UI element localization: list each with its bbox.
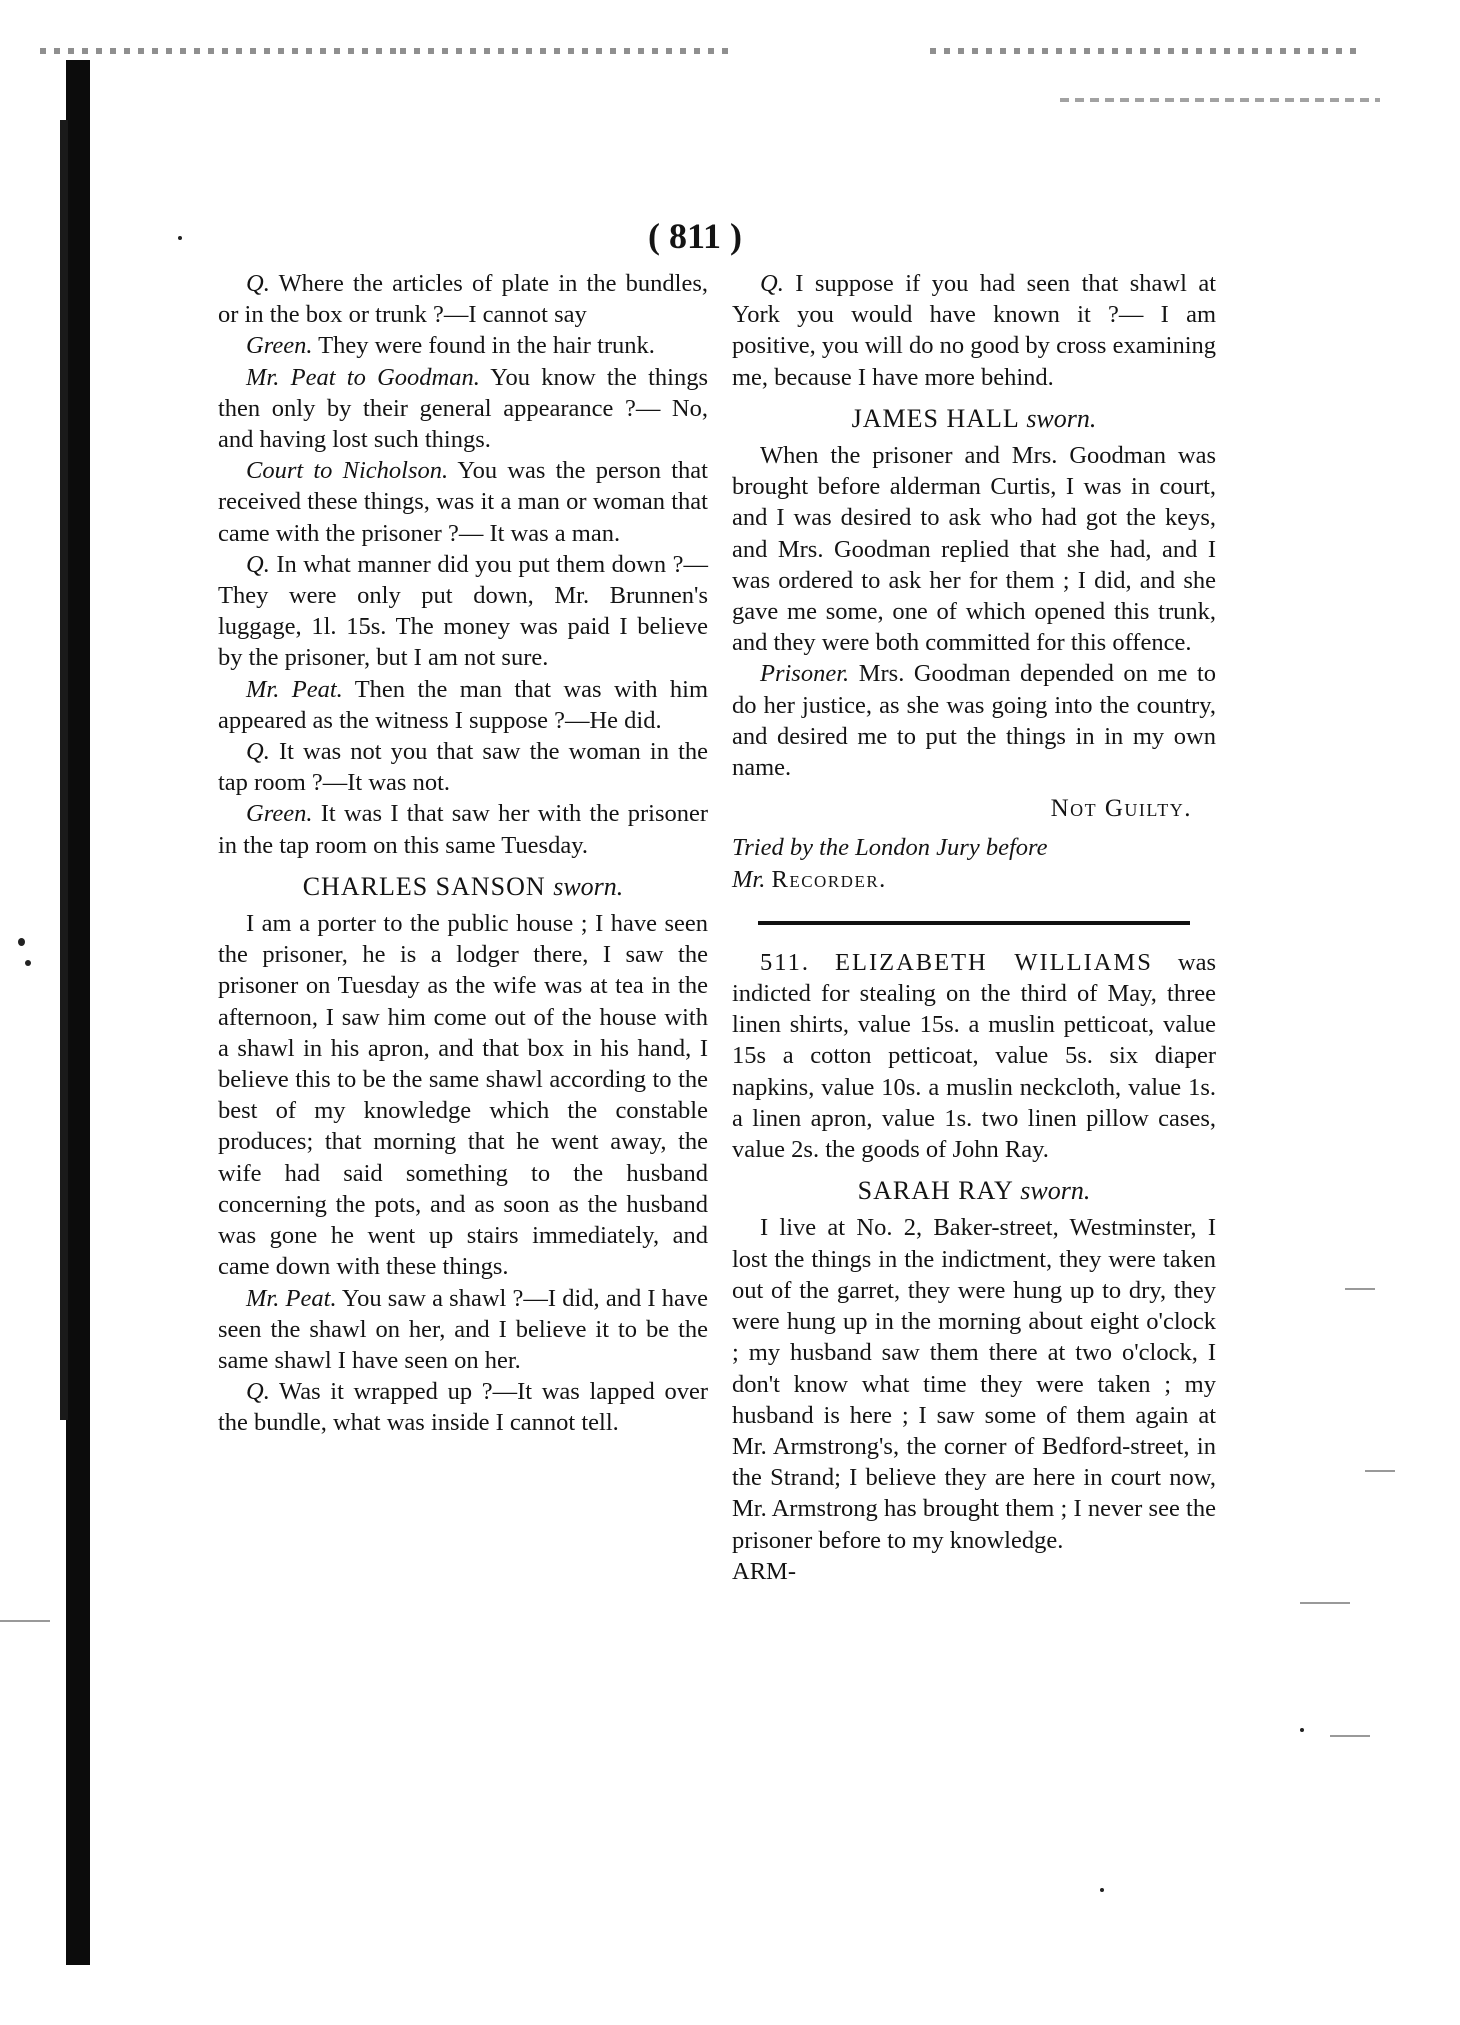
testimony-text: Mrs. Goodman depended on me to do her justice, as she was going into the country, and desired me to put the things in in my own name.: [732, 660, 1217, 782]
scan-speck: [25, 960, 31, 966]
page-number: ( 811 ): [648, 216, 742, 256]
testimony-paragraph: [218, 798, 708, 860]
testimony-paragraph: [218, 674, 708, 736]
testimony-text: You was the person that received these things, was it a man or woman that came with the prisoner ?— It was a man.: [218, 457, 708, 547]
case-number: 511.: [760, 948, 810, 976]
testimony-text: Then the man that was with him appeared as the witness I suppose ?—He did.: [218, 675, 709, 734]
speaker-label: Mr. Peat.: [246, 1284, 337, 1312]
speaker-label: Q.: [246, 1378, 270, 1406]
speaker-label: Court to Nicholson.: [246, 457, 449, 485]
testimony-text: It was not you that saw the woman in the tap room ?—It was not.: [218, 738, 709, 797]
speaker-label: Mr. Peat to Goodman.: [246, 363, 480, 391]
witness-name: CHARLES SANSON: [302, 871, 546, 901]
witness-heading: [732, 403, 1216, 434]
scan-edge-shadow: [60, 120, 68, 1420]
left-column: [218, 268, 708, 1439]
testimony-text: They were found in the hair trunk.: [318, 332, 655, 360]
testimony-paragraph: [732, 1212, 1216, 1555]
scan-noise-top-right: [930, 48, 1360, 54]
testimony-text: It was I that saw her with the prisoner in the tap room on this same Tuesday.: [218, 800, 709, 859]
tried-before-prefix: Mr.: [732, 865, 766, 893]
tried-by-line: Tried by the London Jury before: [732, 834, 1048, 862]
scan-mark: [1300, 1602, 1350, 1604]
scan-edge-bar: [66, 60, 90, 1965]
verdict: Not Guilty.: [1050, 795, 1192, 823]
speaker-label: Q.: [246, 270, 270, 297]
speaker-label: Q.: [246, 738, 270, 766]
testimony-paragraph: [218, 908, 708, 1282]
testimony-text: Where the articles of plate in the bundles, or in the box or trunk ?—I cannot say: [218, 270, 708, 329]
defendant-name: ELIZABETH WILLIAMS: [835, 948, 1153, 976]
scan-speck: [1100, 1888, 1104, 1892]
witness-name: JAMES HALL: [851, 403, 1019, 433]
right-column: [732, 268, 1216, 1587]
testimony-paragraph: [218, 455, 708, 549]
scan-speck: [1300, 1728, 1304, 1732]
tried-before-name: Recorder.: [771, 865, 887, 893]
case-paragraph: [732, 947, 1216, 1165]
scan-mark: [0, 1620, 50, 1622]
scan-mark: [1345, 1288, 1375, 1290]
speaker-label: Q.: [246, 550, 270, 578]
scan-noise-top-left: [40, 48, 400, 54]
speaker-label: Green.: [246, 332, 313, 360]
testimony-text: When the prisoner and Mrs. Goodman was brought before alderman Curtis, I was in court, and I was desired to ask who had got the keys, and Mrs. Goodman replied that she had, and I was ordered to ask her for them ; I did, and she gave me some, one of which opened this trunk, and they were both committed for this offence.: [732, 442, 1216, 657]
testimony-paragraph: [218, 362, 708, 456]
indictment-text: was indicted for stealing on the third of May, three linen shirts, value 15s. a muslin petticoat, value 15s a cotton petticoat, value 5s. six diaper napkins, value 10s. a muslin neckcloth, value 1s. a linen apron, value 1s. two linen pillow cases, value 2s. the goods of John Ray.: [732, 948, 1217, 1164]
testimony-text: I live at No. 2, Baker-street, Westminster, I lost the things in the indictment, they were taken out of the garret, they were hung up to dry, they were hung up in the morning about eight o'clock ; my husband saw them there at two o'clock, I don't know what time they were taken ; my husband is here ; I saw some of them again at Mr. Armstrong's, the corner of Bedford-street, in the Strand; I believe they are here in court now, Mr. Armstrong has brought them ; I never see the prisoner before to my knowledge.: [732, 1214, 1216, 1554]
speaker-label: Green.: [246, 800, 313, 828]
testimony-text: In what manner did you put them down ?— They were only put down, Mr. Brunnen's luggage, 1l. 15s. The money was paid I believe by the prisoner, but I am not sure.: [218, 550, 708, 672]
testimony-paragraph: [218, 268, 708, 330]
sworn-label: sworn.: [1026, 403, 1097, 433]
testimony-paragraph: [218, 1376, 708, 1438]
scan-noise-top-right-2: [1060, 98, 1380, 102]
testimony-text: You know the things then only by their general appearance ?— No, and having lost such things.: [218, 363, 709, 454]
testimony-paragraph: [732, 268, 1216, 393]
testimony-text: I am a porter to the public house ; I have seen the prisoner, he is a lodger there, I saw the prisoner on Tuesday as the wife was at tea in the afternoon, I saw him come out of the house with a shawl in his apron, and that box in his hand, I believe this to be the same shawl according to the best of my knowledge which the constable produces; that morning that he went away, the wife had said something to the husband concerning the pots, and as soon as the husband was gone he went up stairs immediately, and came down with these things.: [218, 910, 708, 1281]
testimony-text: You saw a shawl ?—I did, and I have seen the shawl on her, and I believe it to be the same shawl I have seen on her.: [218, 1284, 709, 1374]
sworn-label: sworn.: [553, 871, 624, 901]
scan-mark: [1330, 1735, 1370, 1737]
speaker-label: Prisoner.: [760, 660, 850, 688]
scan-mark: [1365, 1470, 1395, 1472]
speaker-label: Q.: [760, 270, 784, 297]
witness-name: SARAH RAY: [857, 1176, 1013, 1206]
witness-heading: [218, 871, 708, 902]
testimony-paragraph: [218, 736, 708, 798]
testimony-text: Was it wrapped up ?—It was lapped over the bundle, what was inside I cannot tell.: [218, 1378, 708, 1437]
testimony-paragraph: [218, 330, 708, 361]
witness-heading: [732, 1175, 1216, 1206]
scan-speck: [18, 938, 25, 946]
testimony-paragraph: [732, 658, 1216, 783]
testimony-text: I suppose if you had seen that shawl at York you would have known it ?— I am positive, you will do no good by cross examining me, because I have more behind.: [732, 270, 1216, 391]
testimony-paragraph: [218, 1283, 708, 1377]
testimony-paragraph: [732, 440, 1216, 658]
speaker-label: Mr. Peat.: [246, 675, 343, 703]
testimony-paragraph: [218, 549, 708, 674]
sworn-label: sworn.: [1020, 1176, 1091, 1206]
scan-noise-top-center: [400, 48, 730, 54]
scan-speck: [178, 236, 182, 240]
section-divider: [758, 921, 1190, 925]
catchword: ARM-: [732, 1557, 796, 1585]
tried-before-line: [732, 864, 1216, 895]
